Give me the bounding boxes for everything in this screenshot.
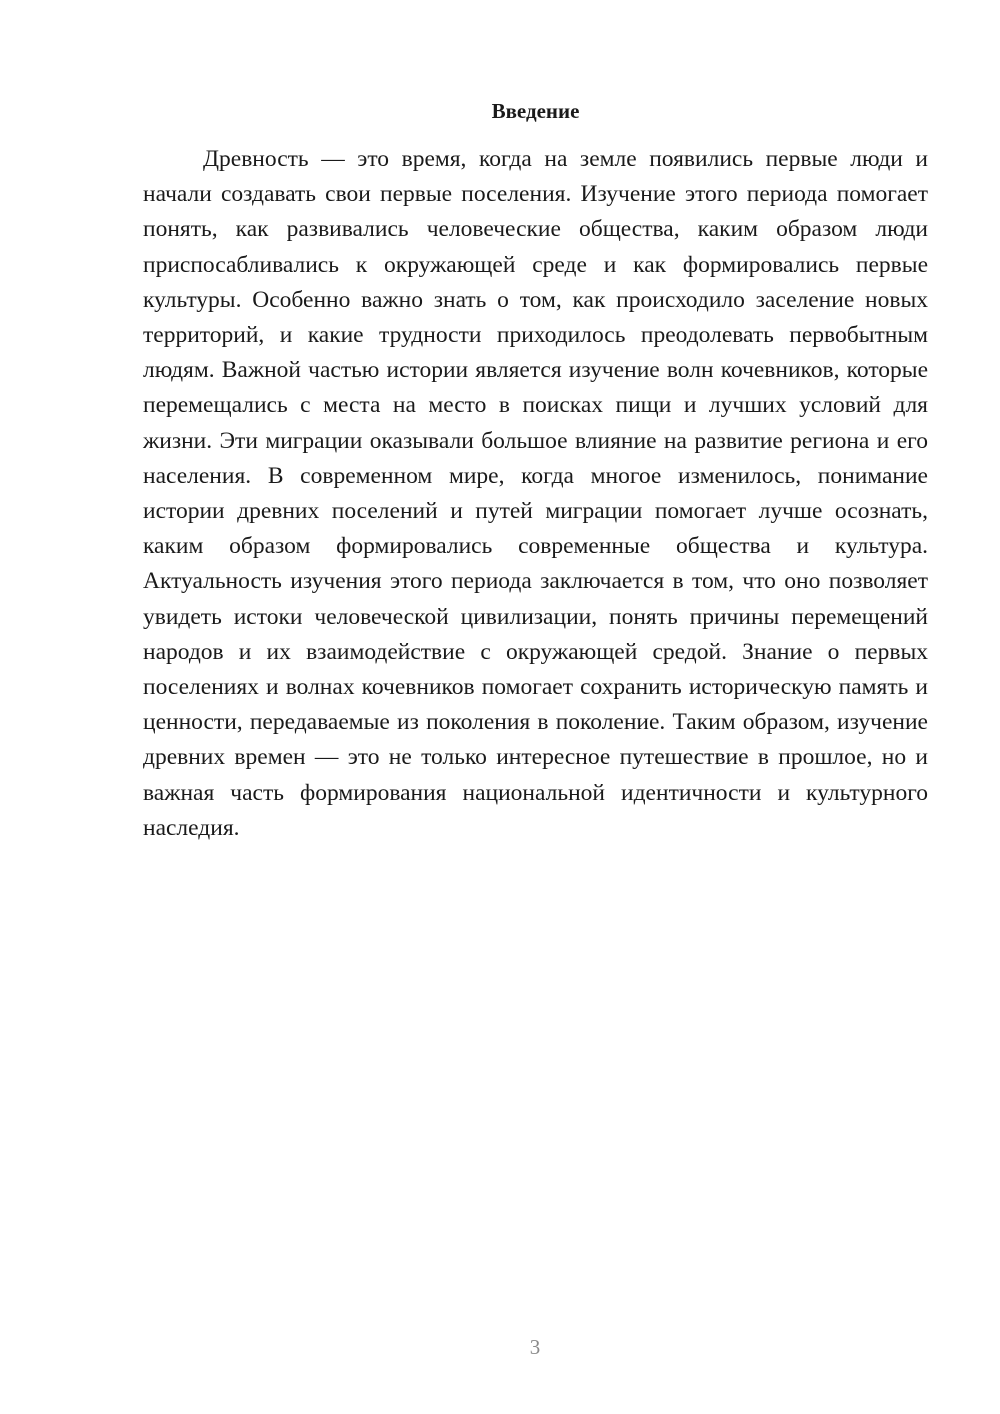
page-number: 3 [529,1335,541,1359]
body-paragraph: Древность — это время, когда на земле появились первые люди и начали создавать свои первые поселения. Изучение этого периода помогает понять, как развивались человеческие общества, каким образом люди приспосабливались к окружающей среде и как формировались первые культуры. Особенно важно знать о том, как происходило заселение новых территорий, и какие трудности приходилось преодолевать первобытным людям. Важной частью истории является изучение волн кочевников, которые перемещались с места на место в поисках пищи и лучших условий для жизни. Эти миграции оказывали большое влияние на развитие региона и его населения. В современном мире, когда многое изменилось, понимание истории древних поселений и путей миграции помогает лучше осознать, каким образом формировались современные общества и культура. Актуальность изучения этого периода заключается в том, что оно позволяет увидеть истоки человеческой цивилизации, понять причины перемещений народов и их взаимодействие с окружающей средой. Знание о первых поселениях и волнах кочевников помогает сохранить историческую память и ценности, передаваемые из поколения в поколение. Таким образом, изучение древних времен — это не только интересное путешествие в прошлое, но и важная часть формирования национальной идентичности и культурного наследия. [143,146,928,841]
section-heading: Введение [491,99,580,123]
